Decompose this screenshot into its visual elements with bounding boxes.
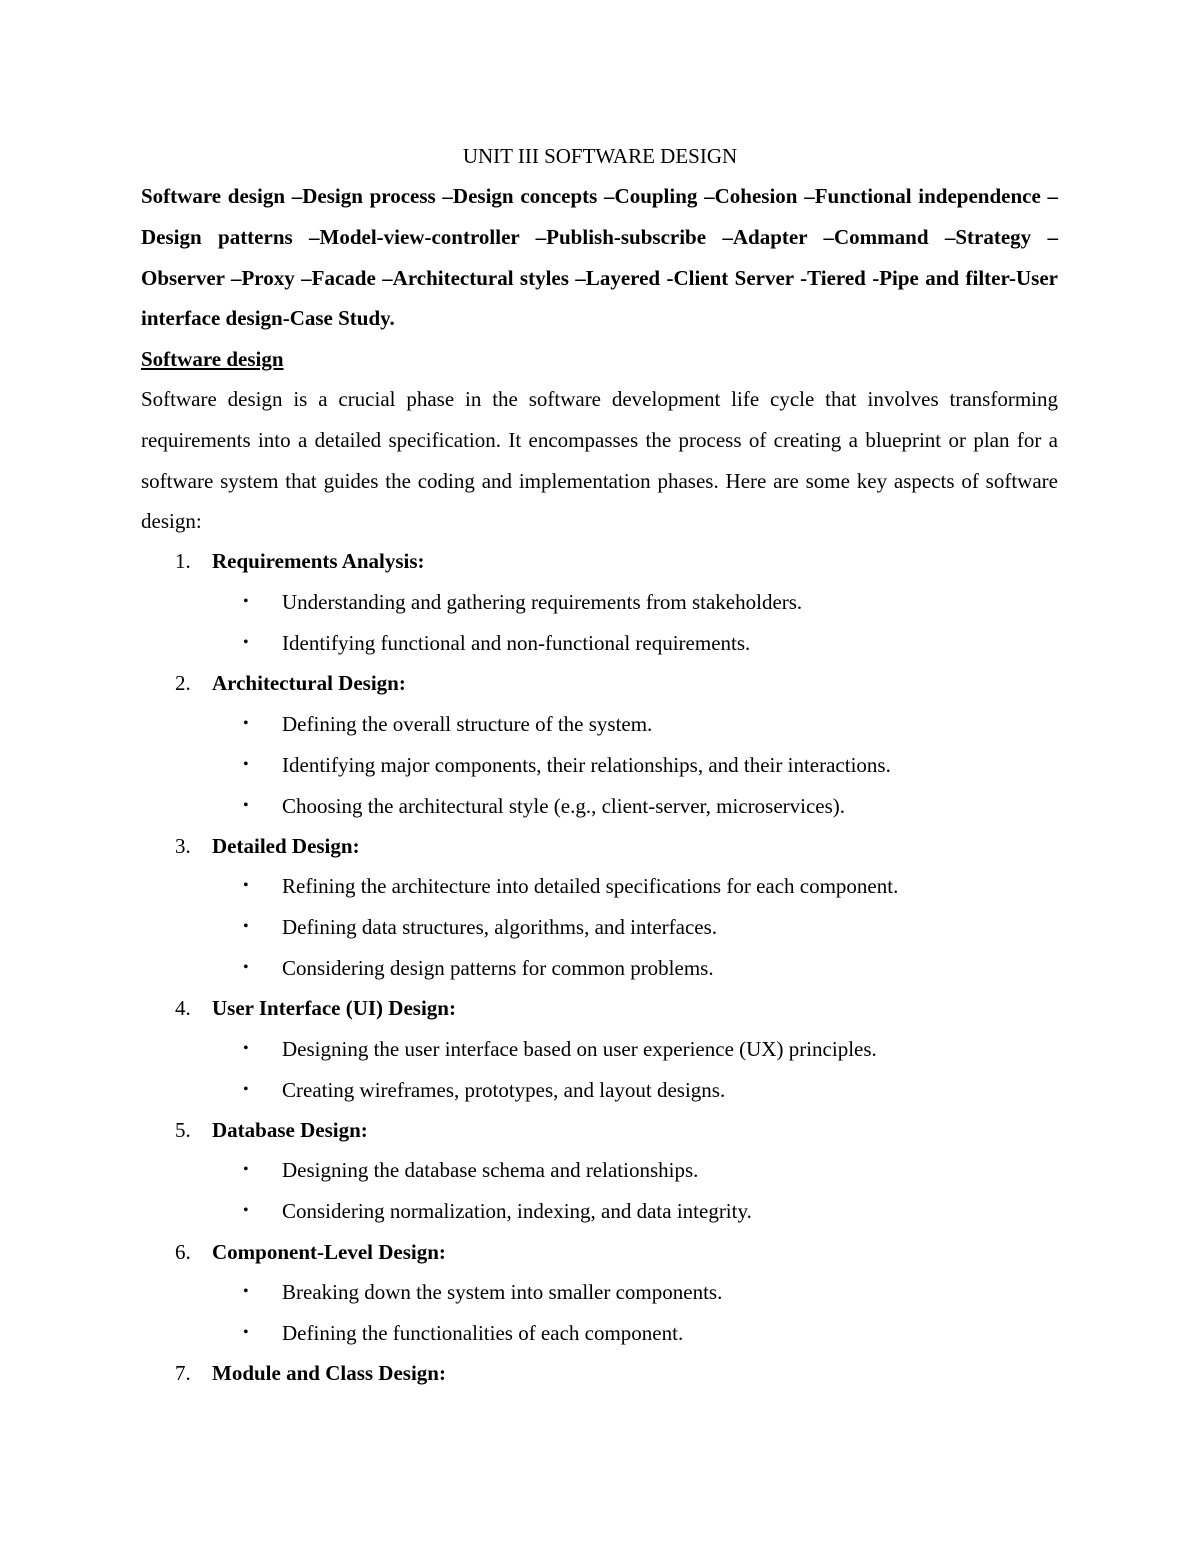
bullet-text: Identifying functional and non-functional requirements. [282, 631, 751, 655]
bullet-icon: • [243, 756, 249, 773]
list-item-title: Detailed Design: [212, 834, 360, 858]
bullet-icon: • [243, 959, 249, 976]
list-item-number: 3. [175, 834, 191, 858]
list-item-number: 7. [175, 1361, 191, 1385]
bullet-icon: • [243, 1040, 249, 1057]
bullet-text: Choosing the architectural style (e.g., client-server, microservices). [282, 794, 846, 818]
bullet-text: Creating wireframes, prototypes, and layout designs. [282, 1078, 726, 1102]
list-item-number: 5. [175, 1118, 191, 1142]
bullet-text: Refining the architecture into detailed specifications for each component. [282, 874, 899, 898]
bullet-text: Defining the functionalities of each component. [282, 1321, 684, 1345]
bullet-icon: • [243, 1283, 249, 1300]
bullet-icon: • [243, 918, 249, 935]
bullet-text: Considering design patterns for common problems. [282, 956, 714, 980]
bullet-icon: • [243, 634, 249, 651]
bullet-text: Designing the user interface based on user experience (UX) principles. [282, 1037, 877, 1061]
bullet-text: Considering normalization, indexing, and data integrity. [282, 1199, 752, 1223]
list-item-title: Module and Class Design: [212, 1361, 446, 1385]
list-item-title: User Interface (UI) Design: [212, 996, 456, 1020]
unit-title: UNIT III SOFTWARE DESIGN [462, 144, 738, 168]
bullet-icon: • [243, 1161, 249, 1178]
bullet-text: Designing the database schema and relationships. [282, 1158, 699, 1182]
bullet-text: Understanding and gathering requirements from stakeholders. [282, 590, 803, 614]
list-item-number: 4. [175, 996, 191, 1020]
bullet-text: Defining data structures, algorithms, and interfaces. [282, 915, 718, 939]
list-item-title: Architectural Design: [212, 671, 406, 695]
bullet-icon: • [243, 715, 249, 732]
bullet-text: Identifying major components, their relationships, and their interactions. [282, 753, 891, 777]
bullet-text: Defining the overall structure of the system. [282, 712, 653, 736]
list-item-number: 1. [175, 549, 191, 573]
bullet-text: Breaking down the system into smaller components. [282, 1280, 723, 1304]
list-item-title: Component-Level Design: [212, 1240, 446, 1264]
list-item-title: Requirements Analysis: [212, 549, 425, 573]
bullet-icon: • [243, 877, 249, 894]
bullet-icon: • [243, 1081, 249, 1098]
syllabus-topics: Software design –Design process –Design concepts –Coupling –Cohesion –Functional independence –Design patterns –Model-view-controller –Publish-subscribe –Adapter –Command –Strategy –Observer –Proxy –Facade –Architectural styles –Layered -Client Server -Tiered -Pipe and filter-User interface design-Case Study. [141, 184, 1058, 331]
bullet-icon: • [243, 797, 249, 814]
bullet-icon: • [243, 593, 249, 610]
list-item-title: Database Design: [212, 1118, 368, 1142]
bullet-icon: • [243, 1324, 249, 1341]
list-item-number: 6. [175, 1240, 191, 1264]
section-heading: Software design [141, 347, 284, 371]
bullet-icon: • [243, 1202, 249, 1219]
intro-paragraph: Software design is a crucial phase in the software development life cycle that involves transforming requirements into a detailed specification. It encompasses the process of creating a blueprint or plan for a software system that guides the coding and implementation phases. Here are some key aspects of software design: [141, 387, 1058, 534]
list-item-number: 2. [175, 671, 191, 695]
